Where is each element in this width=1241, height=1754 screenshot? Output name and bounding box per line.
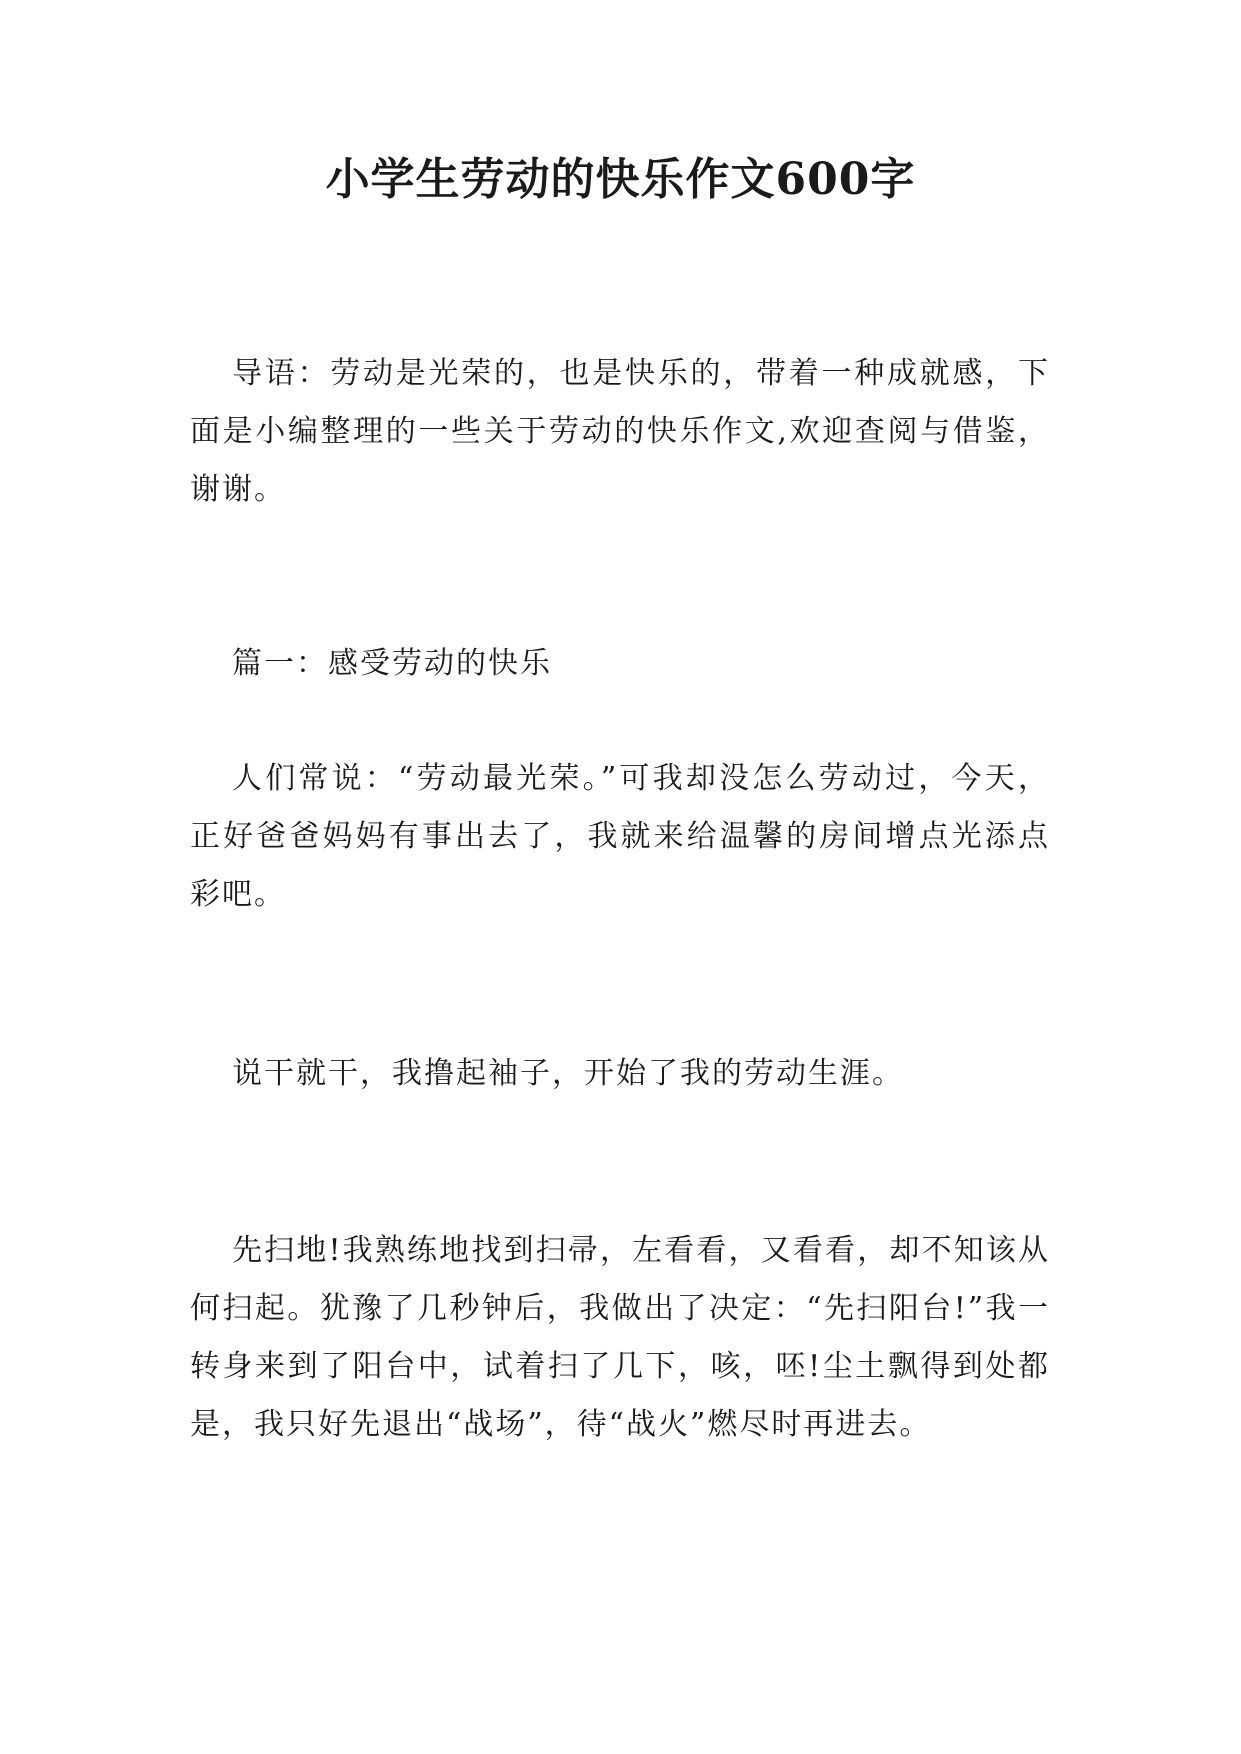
body-paragraph: 先扫地!我熟练地找到扫帚，左看看，又看看，却不知该从何扫起。犹豫了几秒钟后，我做出了决定：“先扫阳台!”我一转身来到了阳台中，试着扫了几下，咳，呸!尘土飘得到处都是，我只好先退出“战场”，待“战火”燃尽时再进去。 [190,1233,1050,1442]
document-title: 小学生劳动的快乐作文600字 [325,154,916,205]
body-paragraph: 人们常说：“劳动最光荣。”可我却没怎么劳动过，今天，正好爸爸妈妈有事出去了，我就来给温馨的房间增点光添点彩吧。 [190,761,1050,912]
section-heading: 篇一：感受劳动的快乐 [232,646,552,681]
body-paragraph: 说干就干，我撸起袖子，开始了我的劳动生涯。 [232,1056,904,1091]
intro-paragraph: 导语：劳动是光荣的，也是快乐的，带着一种成就感，下面是小编整理的一些关于劳动的快乐作文,欢迎查阅与借鉴，谢谢。 [190,356,1050,507]
